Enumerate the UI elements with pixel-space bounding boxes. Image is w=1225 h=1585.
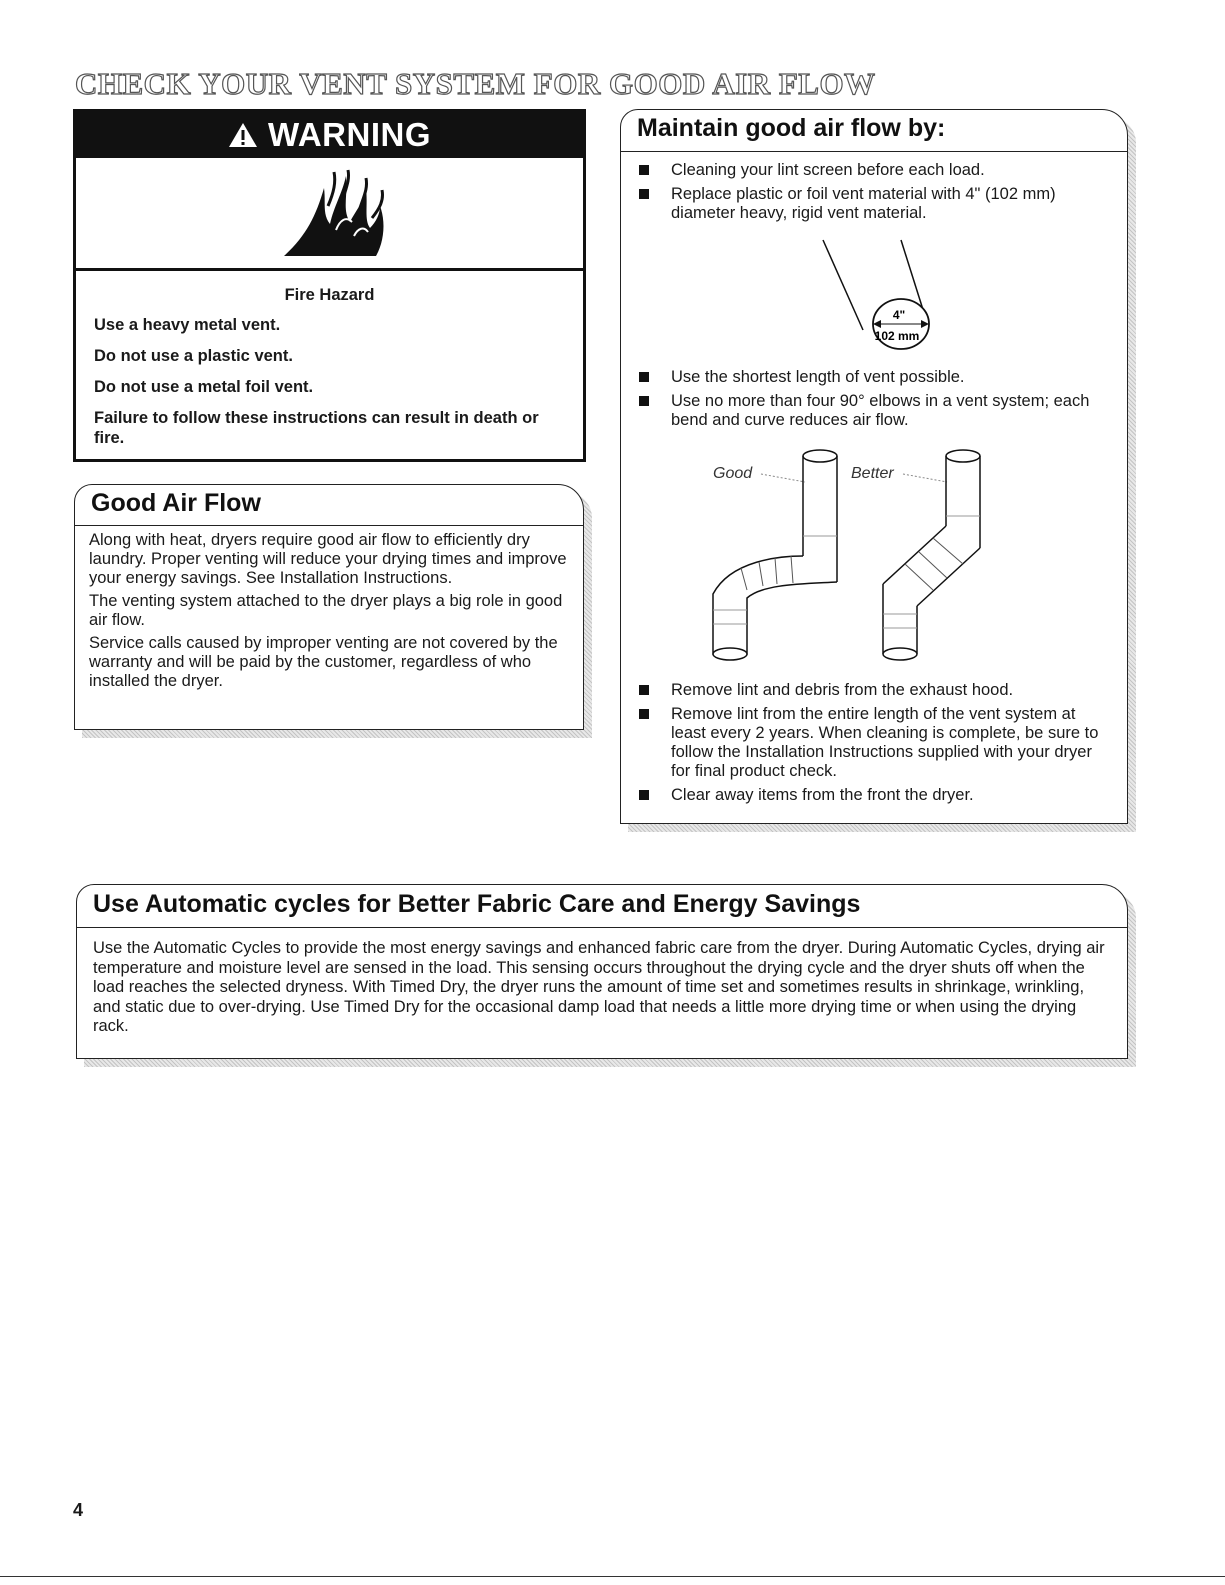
elbow-comparison-diagram [701,444,1021,666]
maintain-air-flow-panel [620,109,1128,824]
vent-diameter-diagram [811,238,941,354]
warning-line: Use a heavy metal vent. [94,316,281,334]
good-air-flow-paragraph: Service calls caused by improper venting are not covered by the warranty and will be paid by the customer, regardless of who installed the dryer. [89,634,558,690]
fire-icon [276,166,396,258]
diameter-inches-label: 4" [892,308,906,322]
good-label: Good [713,465,753,482]
automatic-cycles-body: Use the Automatic Cycles to provide the most energy savings and enhanced fabric care from the dryer. During Automatic Cycles, drying air temperature and moisture level are sensed in the load. This sensing occurs throughout the drying cycle and the dryer shuts off when the load reaches the selected dryness. With Timed Dry, the dryer runs the amount of time set and sometimes results in shrinkage, wrinkling, and static due to over-drying. Use Timed Dry for the occasional damp load that needs a little more drying time or when using the drying rack. [93,939,1105,1035]
good-air-flow-paragraph: The venting system attached to the dryer plays a big role in good air flow. [89,592,563,629]
good-air-flow-panel [74,484,584,730]
warning-line: Failure to follow these instructions can result in death or fire. [94,409,539,447]
warning-triangle-icon [228,122,258,148]
warning-line: Do not use a metal foil vent. [94,378,314,396]
good-air-flow-paragraph: Along with heat, dryers require good air flow to efficiently dry laundry. Proper venting will reduce your drying times and improve your energy savings. See Installation Instructions. [89,531,567,587]
page-number: 4 [73,1500,84,1520]
maintain-air-flow-title: Maintain good air flow by: [637,114,946,142]
automatic-cycles-panel [76,884,1128,1059]
warning-title: WARNING [268,116,431,153]
better-label: Better [851,465,894,482]
warning-line: Do not use a plastic vent. [94,347,293,365]
list-item: Use the shortest length of vent possible. [637,368,1113,387]
page-divider [0,1576,1225,1577]
list-item: Remove lint and debris from the exhaust hood. [637,681,1113,700]
list-item: Remove lint from the entire length of the vent system at least every 2 years. When cleaning is complete, be sure to follow the Installation Instructions supplied with your dryer for final product check. [637,705,1113,781]
diameter-mm-label: 102 mm [874,329,920,343]
automatic-cycles-title: Use Automatic cycles for Better Fabric Care and Energy Savings [93,890,861,918]
list-item: Clear away items from the front the dryer. [637,786,1113,805]
list-item: Cleaning your lint screen before each load. [637,161,1113,180]
warning-header [76,112,583,158]
good-air-flow-title: Good Air Flow [91,489,261,517]
page-title: CHECK YOUR VENT SYSTEM FOR GOOD AIR FLOW [75,66,876,101]
list-item: Replace plastic or foil vent material with 4" (102 mm) diameter heavy, rigid vent material. [637,185,1113,223]
warning-hazard-label: Fire Hazard [284,286,375,304]
list-item: Use no more than four 90° elbows in a vent system; each bend and curve reduces air flow. [637,392,1113,430]
warning-box [73,109,586,462]
